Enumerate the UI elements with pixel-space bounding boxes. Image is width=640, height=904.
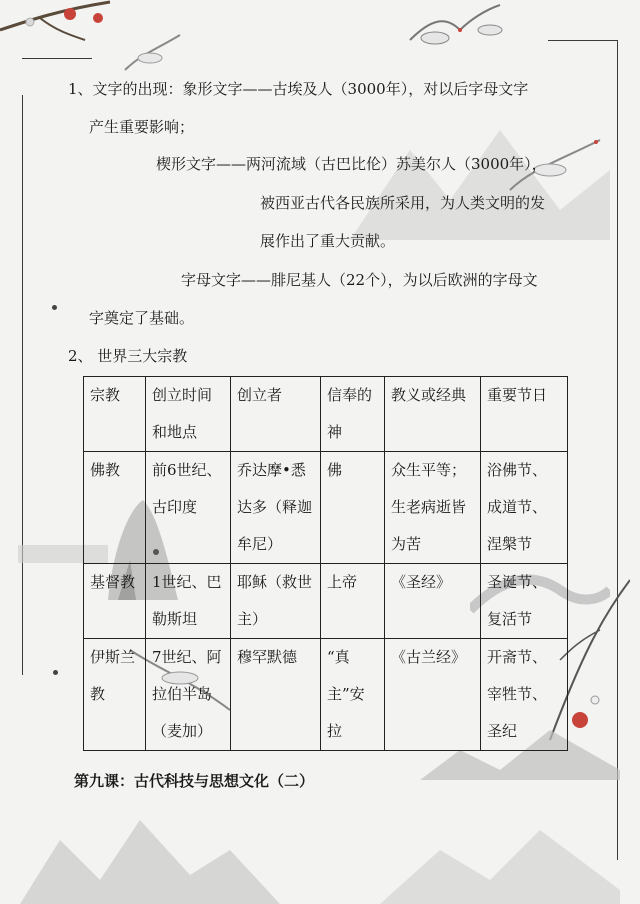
cell-text: 众生平等；: [391, 461, 467, 479]
cell-text: 创立者: [237, 386, 283, 404]
crane-icon: [390, 0, 540, 70]
cell-text: 和地点: [152, 423, 198, 441]
table-cell: [84, 564, 146, 639]
cell-text: 耶稣（救世: [237, 573, 313, 591]
frame-top-right-line: [548, 40, 618, 41]
table-cell: [321, 377, 385, 452]
table-cell: [385, 564, 481, 639]
table-cell: [481, 452, 568, 564]
section-title: 2、 世界三大宗教: [68, 347, 188, 365]
cell-text: 信奉的: [327, 386, 373, 404]
cell-text: 前6世纪、: [152, 461, 222, 479]
cell-text: 开斋节、: [487, 648, 548, 666]
cell-text: 圣纪: [487, 722, 518, 740]
cell-text: 1世纪、巴: [152, 573, 222, 591]
cell-text: 神: [327, 423, 343, 441]
crane-icon-2: [120, 30, 200, 80]
table-row: [84, 564, 568, 639]
table-cell: [146, 564, 231, 639]
cell-text: 穆罕默德: [237, 648, 298, 666]
cell-text: 《古兰经》: [391, 648, 467, 666]
table-cell: [84, 452, 146, 564]
cell-text: 教义或经典: [391, 386, 467, 404]
landscape-icon: [20, 780, 620, 904]
text-line: 被西亚古代各民族所采用，为人类文明的发: [260, 194, 546, 212]
cell-text: “真: [327, 648, 350, 666]
table-row: [84, 452, 568, 564]
table-cell: [231, 564, 321, 639]
cell-text: 主）: [237, 610, 268, 628]
cell-text: （麦加）: [152, 722, 213, 740]
cell-text: 佛: [327, 461, 343, 479]
dot-marker: [52, 305, 57, 310]
cell-text: 主”安: [327, 685, 365, 703]
dot-marker-2: [53, 670, 58, 675]
cell-text: 重要节日: [487, 386, 548, 404]
table-cell: [146, 639, 231, 751]
cell-text: 古印度: [152, 498, 198, 516]
table-cell: [385, 452, 481, 564]
table-cell: [481, 564, 568, 639]
table-cell: [481, 639, 568, 751]
cell-text: 创立时间: [152, 386, 213, 404]
cell-text: 拉伯半岛: [152, 685, 213, 703]
table-row: [84, 639, 568, 751]
cell-text: 基督教: [90, 573, 136, 591]
cell-text: 复活节: [487, 610, 533, 628]
plum-blossom-icon: [0, 0, 140, 60]
text-line: 字奠定了基础。: [89, 309, 195, 327]
table-cell: [321, 564, 385, 639]
cell-text: 圣诞节、: [487, 573, 548, 591]
table-cell: [146, 377, 231, 452]
cell-text: 涅槃节: [487, 535, 533, 553]
cell-text: 宗教: [90, 386, 121, 404]
cell-text: 勒斯坦: [152, 610, 198, 628]
lesson-title: 第九课：古代科技与思想文化（二）: [74, 772, 315, 790]
table-cell: [231, 452, 321, 564]
cell-text: 浴佛节、: [487, 461, 548, 479]
cell-text: 伊斯兰: [90, 648, 136, 666]
table-cell: [84, 377, 146, 452]
cell-text: 7世纪、阿: [152, 648, 222, 666]
table-cell: [481, 377, 568, 452]
cell-text: 牟尼）: [237, 535, 283, 553]
cell-text: 乔达摩•悉: [237, 461, 306, 479]
cell-text: 佛教: [90, 461, 121, 479]
table-cell: [385, 639, 481, 751]
table-cell: [231, 639, 321, 751]
table-header-row: [84, 377, 568, 452]
cell-text: 拉: [327, 722, 343, 740]
table-cell: [231, 377, 321, 452]
table-cell: [321, 639, 385, 751]
table-cell: [146, 452, 231, 564]
cell-text: 成道节、: [487, 498, 548, 516]
text-line: 产生重要影响；: [89, 118, 195, 136]
table-cell: [385, 377, 481, 452]
cell-text: 《圣经》: [391, 573, 452, 591]
cell-text: 生老病逝皆: [391, 498, 467, 516]
cell-text: 上帝: [327, 573, 358, 591]
cell-text: 达多（释迦: [237, 498, 313, 516]
table-cell: [84, 639, 146, 751]
cell-text: 为苦: [391, 535, 422, 553]
religions-table: [83, 376, 568, 751]
text-line: 字母文字——腓尼基人（22个），为以后欧洲的字母文: [181, 271, 538, 289]
text-line: 楔形文字——两河流域（古巴比伦）苏美尔人（3000年），: [156, 155, 547, 173]
cell-text: 教: [90, 685, 106, 703]
table-cell: [321, 452, 385, 564]
text-line: 1、文字的出现：象形文字——古埃及人（3000年），对以后字母文字: [68, 80, 529, 98]
text-line: 展作出了重大贡献。: [260, 232, 396, 250]
cell-text: 宰牲节、: [487, 685, 548, 703]
